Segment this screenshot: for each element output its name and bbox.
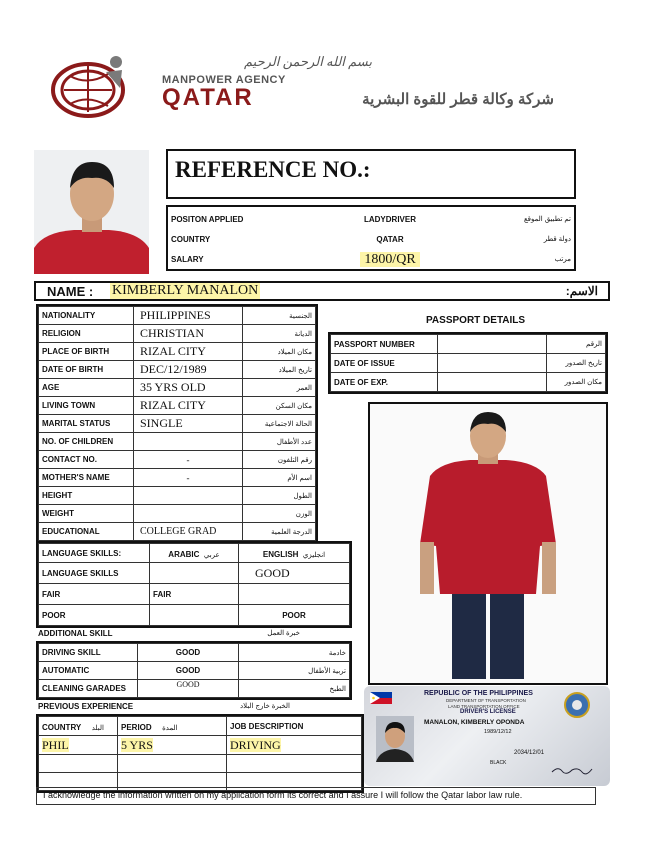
issue-date-label-ar: تاريخ الصدور bbox=[547, 354, 606, 373]
skill-label-ar: الطبخ bbox=[239, 680, 350, 698]
country-label-ar: دولة قطر bbox=[543, 236, 571, 243]
passport-title: PASSPORT DETAILS bbox=[426, 315, 526, 326]
acknowledgement-box bbox=[36, 787, 596, 805]
agency-subtitle: MANPOWER AGENCY bbox=[162, 74, 286, 86]
personal-label: NATIONALITY bbox=[39, 307, 134, 325]
personal-row bbox=[39, 433, 316, 451]
drivers-license-card bbox=[364, 686, 610, 786]
skill-label: DRIVING SKILL bbox=[39, 644, 138, 662]
language-row bbox=[39, 605, 350, 626]
personal-label: RELIGION bbox=[39, 325, 134, 343]
arabic-column-header: ARABIC bbox=[168, 550, 200, 559]
passport-box bbox=[328, 332, 608, 394]
experience-row bbox=[39, 755, 362, 773]
personal-label-ar: العمر bbox=[243, 379, 316, 397]
salary-label-ar: مرتب bbox=[554, 256, 571, 263]
skill-level: GOOD bbox=[138, 644, 239, 662]
previous-experience-title: PREVIOUS EXPERIENCE bbox=[38, 702, 134, 711]
personal-value: RIZAL CITY bbox=[134, 343, 243, 361]
personal-label-ar: الديانة bbox=[243, 325, 316, 343]
skill-row bbox=[39, 680, 350, 698]
country-value: QATAR bbox=[376, 234, 404, 244]
license-holder-photo bbox=[376, 716, 414, 762]
personal-value: - bbox=[134, 469, 243, 487]
skill-label-ar: خادمة bbox=[239, 644, 350, 662]
personal-value: DEC/12/1989 bbox=[134, 361, 243, 379]
language-row bbox=[39, 563, 350, 584]
language-arabic-level: FAIR bbox=[150, 584, 239, 605]
language-box bbox=[36, 541, 352, 628]
personal-row bbox=[39, 451, 316, 469]
personal-value: PHILIPPINES bbox=[134, 307, 243, 325]
personal-label: EDUCATIONAL bbox=[39, 523, 134, 541]
personal-row bbox=[39, 523, 316, 541]
agency-logo bbox=[50, 52, 130, 118]
personal-details-table bbox=[38, 306, 316, 541]
experience-country: PHIL bbox=[42, 738, 69, 752]
country-label: COUNTRY bbox=[171, 234, 211, 244]
personal-value: CHRISTIAN bbox=[134, 325, 243, 343]
language-arabic-level bbox=[150, 605, 239, 626]
personal-value bbox=[134, 505, 243, 523]
position-row bbox=[170, 209, 572, 229]
personal-value: 35 YRS OLD bbox=[134, 379, 243, 397]
position-label-ar: تم تطبيق الموقع bbox=[523, 216, 571, 223]
personal-label: LIVING TOWN bbox=[39, 397, 134, 415]
experience-row bbox=[39, 736, 362, 755]
personal-value: COLLEGE GRAD bbox=[134, 523, 243, 541]
personal-details-box bbox=[36, 304, 318, 543]
personal-label-ar: الوزن bbox=[243, 505, 316, 523]
language-arabic-level bbox=[150, 563, 239, 584]
english-column-header-ar: انجليزي bbox=[302, 552, 326, 559]
experience-job bbox=[227, 755, 362, 773]
passport-number-label: PASSPORT NUMBER bbox=[331, 335, 438, 354]
additional-skill-title-ar: خبرة العمل bbox=[267, 630, 300, 637]
previous-experience-title-ar: الخبرة خارج البلاد bbox=[240, 703, 290, 710]
arabic-column-header-ar: عربي bbox=[203, 552, 220, 559]
personal-value: - bbox=[134, 451, 243, 469]
passport-row bbox=[331, 335, 606, 354]
license-country: REPUBLIC OF THE PHILIPPINES bbox=[424, 690, 533, 697]
license-office: LAND TRANSPORTATION OFFICE bbox=[448, 704, 520, 709]
passport-number-label-ar: الرقم bbox=[547, 335, 606, 354]
country-column-header: COUNTRY bbox=[42, 723, 82, 732]
skill-label-ar: تربية الأطفال bbox=[239, 662, 350, 680]
personal-row bbox=[39, 469, 316, 487]
skill-label: AUTOMATIC bbox=[39, 662, 138, 680]
skill-label: CLEANING GARADES bbox=[39, 680, 138, 698]
additional-skill-box bbox=[36, 641, 352, 700]
personal-label: MARITAL STATUS bbox=[39, 415, 134, 433]
language-row-label: LANGUAGE SKILLS bbox=[39, 563, 150, 584]
personal-row bbox=[39, 487, 316, 505]
agency-name: QATAR bbox=[162, 84, 254, 111]
position-box bbox=[166, 205, 576, 271]
personal-label-ar: الطول bbox=[243, 487, 316, 505]
skill-row bbox=[39, 662, 350, 680]
experience-period bbox=[118, 755, 227, 773]
expiry-date-label-ar: مكان الصدور bbox=[547, 373, 606, 392]
position-value: LADYDRIVER bbox=[363, 214, 416, 224]
personal-label: HEIGHT bbox=[39, 487, 134, 505]
philippine-flag-icon bbox=[370, 691, 392, 703]
reference-box bbox=[166, 149, 576, 199]
language-header-label: LANGUAGE SKILLS: bbox=[39, 544, 150, 563]
personal-label-ar: الجنسية bbox=[243, 307, 316, 325]
personal-label: PLACE OF BIRTH bbox=[39, 343, 134, 361]
name-label: NAME : bbox=[47, 284, 94, 299]
period-column-header-ar: المدة bbox=[162, 725, 178, 732]
language-row-label: FAIR bbox=[39, 584, 150, 605]
experience-period: 5 YRS bbox=[121, 738, 153, 752]
additional-skill-table bbox=[38, 643, 350, 698]
experience-header-row bbox=[39, 717, 362, 736]
license-type: DRIVER'S LICENSE bbox=[460, 709, 516, 715]
personal-value bbox=[134, 433, 243, 451]
passport-row bbox=[331, 373, 606, 392]
additional-skill-title: ADDITIONAL SKILL bbox=[38, 629, 113, 638]
personal-label: NO. OF CHILDREN bbox=[39, 433, 134, 451]
country-row bbox=[170, 229, 572, 249]
applicant-name: KIMBERLY MANALON bbox=[112, 283, 259, 298]
personal-row bbox=[39, 379, 316, 397]
agency-name-arabic: شركة وكالة قطر للقوة البشرية bbox=[362, 91, 554, 108]
job-column-header: JOB DESCRIPTION bbox=[227, 717, 362, 736]
personal-row bbox=[39, 343, 316, 361]
personal-value bbox=[134, 487, 243, 505]
expiry-date-value bbox=[438, 373, 547, 392]
personal-label: AGE bbox=[39, 379, 134, 397]
personal-label-ar: تاريخ الميلاد bbox=[243, 361, 316, 379]
personal-label: WEIGHT bbox=[39, 505, 134, 523]
personal-value: RIZAL CITY bbox=[134, 397, 243, 415]
license-eye-color: BLACK bbox=[490, 760, 507, 766]
personal-row bbox=[39, 361, 316, 379]
salary-value: 1800/QR bbox=[360, 252, 419, 267]
passport-row bbox=[331, 354, 606, 373]
issue-date-label: DATE OF ISSUE bbox=[331, 354, 438, 373]
english-column-header: ENGLISH bbox=[262, 550, 299, 559]
personal-label-ar: اسم الأم bbox=[243, 469, 316, 487]
experience-country bbox=[39, 755, 118, 773]
salary-label: SALARY bbox=[171, 254, 204, 264]
country-column-header-ar: البلد bbox=[91, 725, 104, 732]
issue-date-value bbox=[438, 354, 547, 373]
passport-number-value bbox=[438, 335, 547, 354]
period-column-header: PERIOD bbox=[121, 723, 152, 732]
license-expiry: 2034/12/01 bbox=[514, 750, 545, 756]
reference-label: REFERENCE NO.: bbox=[175, 157, 371, 182]
position-label: POSITON APPLIED bbox=[171, 214, 244, 224]
salary-row bbox=[170, 249, 572, 269]
personal-row bbox=[39, 415, 316, 433]
personal-label-ar: مكان الميلاد bbox=[243, 343, 316, 361]
personal-label-ar: رقم التلفون bbox=[243, 451, 316, 469]
personal-value: SINGLE bbox=[134, 415, 243, 433]
position-table bbox=[170, 209, 572, 269]
language-english-level bbox=[239, 584, 350, 605]
language-english-level: POOR bbox=[239, 605, 350, 626]
language-table bbox=[38, 543, 350, 626]
personal-label-ar: الدرجة العلمية bbox=[243, 523, 316, 541]
acknowledgement-text: I acknowledge the information written on my application form its correct and I assure I will follow the Qatar labor law rule. bbox=[43, 790, 523, 800]
skill-row bbox=[39, 644, 350, 662]
personal-label-ar: عدد الأطفال bbox=[243, 433, 316, 451]
lto-seal-icon bbox=[564, 692, 590, 718]
personal-row bbox=[39, 307, 316, 325]
personal-label: DATE OF BIRTH bbox=[39, 361, 134, 379]
license-birthdate: 1989/12/12 bbox=[484, 729, 512, 735]
name-label-ar: الاسم: bbox=[565, 284, 598, 298]
expiry-date-label: DATE OF EXP. bbox=[331, 373, 438, 392]
experience-job: DRIVING bbox=[230, 738, 281, 752]
license-department: DEPARTMENT OF TRANSPORTATION bbox=[446, 698, 526, 703]
personal-row bbox=[39, 325, 316, 343]
passport-table bbox=[330, 334, 606, 392]
experience-box bbox=[36, 714, 364, 793]
language-english-level: GOOD bbox=[239, 563, 350, 584]
skill-level: GOOD bbox=[138, 662, 239, 680]
personal-label-ar: الحالة الاجتماعية bbox=[243, 415, 316, 433]
personal-label: CONTACT NO. bbox=[39, 451, 134, 469]
full-body-photo bbox=[368, 402, 608, 685]
name-bar bbox=[34, 281, 610, 301]
personal-label-ar: مكان السكن bbox=[243, 397, 316, 415]
language-row-label: POOR bbox=[39, 605, 150, 626]
personal-label: MOTHER'S NAME bbox=[39, 469, 134, 487]
language-row bbox=[39, 584, 350, 605]
experience-table bbox=[38, 716, 362, 791]
personal-row bbox=[39, 397, 316, 415]
skill-level: GOOD bbox=[138, 680, 239, 698]
applicant-portrait bbox=[34, 150, 149, 274]
license-signature bbox=[550, 762, 594, 772]
personal-row bbox=[39, 505, 316, 523]
language-header-row bbox=[39, 544, 350, 563]
bismillah-calligraphy: بسم الله الرحمن الرحيم bbox=[244, 54, 373, 69]
license-holder-name: MANALON, KIMBERLY OPONDA bbox=[424, 719, 525, 726]
